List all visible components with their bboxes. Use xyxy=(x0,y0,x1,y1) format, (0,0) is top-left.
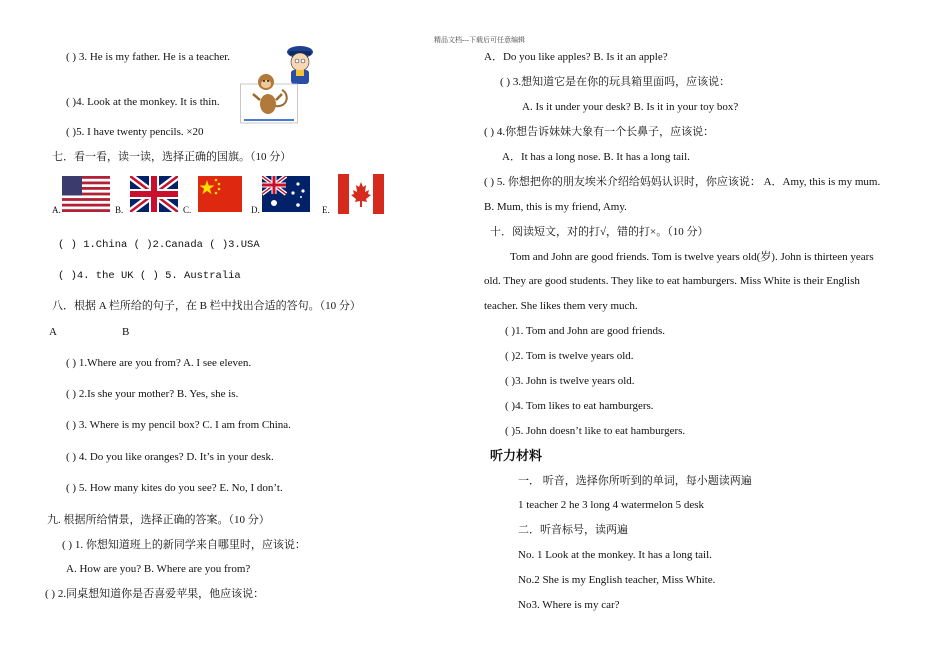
flag-letter-b: B. xyxy=(115,205,124,215)
left-q5: ( )5. I have twenty pencils. ×20 xyxy=(66,126,204,138)
listening-item: No.2 She is my English teacher, Miss White. xyxy=(518,574,716,586)
section-7-title: 七．看一看，读一读，选择正确的国旗。（10 分） xyxy=(52,151,292,163)
listening-part-2: 二．听音标号，读两遍 xyxy=(518,524,628,536)
section-9-title: 九. 根据所给情景，选择正确的答案。（10 分） xyxy=(47,514,270,526)
usa-flag xyxy=(62,176,110,212)
s9-q2-options: A．Do you like apples? B. Is it an apple? xyxy=(484,51,668,63)
listening-item: No3. Where is my car? xyxy=(518,599,620,611)
left-q4: ( )4. Look at the monkey. It is thin. xyxy=(66,96,220,108)
uk-flag xyxy=(130,176,178,212)
s9-q2: ( ) 2.同桌想知道你是否喜爱苹果，他应该说： xyxy=(45,588,265,600)
monkey-picture xyxy=(240,66,298,124)
flag-letter-c: C. xyxy=(183,205,192,215)
section-8-title: 八．根据 A 栏所给的句子，在 B 栏中找出合适的答句。（10 分） xyxy=(52,300,361,312)
match-item: ( ) 2.Is she your mother? B. Yes, she is. xyxy=(66,388,239,400)
tf-item: ( )5. John doesn’t like to eat hamburgers. xyxy=(505,425,686,437)
left-q3: ( ) 3. He is my father. He is a teacher. xyxy=(66,51,231,63)
listening-item: No. 1 Look at the monkey. It has a long tail. xyxy=(518,549,712,561)
s9-q5: ( ) 5. 你想把你的朋友埃米介绍给妈妈认识时，你应该说： A．Amy, this is my mum. xyxy=(484,176,881,188)
match-item: ( ) 4. Do you like oranges? D. It’s in your desk. xyxy=(66,451,274,463)
flag-letter-a: A. xyxy=(52,205,61,215)
tf-item: ( )2. Tom is twelve years old. xyxy=(505,350,634,362)
flag-questions-row-1: ( ) 1.China ( )2.Canada ( )3.USA xyxy=(58,239,260,251)
china-flag xyxy=(198,176,242,212)
passage-line: teacher. She likes them very much. xyxy=(484,300,638,312)
s9-q1: ( ) 1. 你想知道班上的新同学来自哪里时，应该说： xyxy=(62,539,306,551)
australia-flag xyxy=(262,176,310,212)
listening-title: 听力材料 xyxy=(490,448,543,463)
s9-q5-option-b: B. Mum, this is my friend, Amy. xyxy=(484,201,627,213)
s9-q4: ( ) 4.你想告诉妹妹大象有一个长鼻子，应该说： xyxy=(484,126,715,138)
tf-item: ( )3. John is twelve years old. xyxy=(505,375,635,387)
column-a-label: A xyxy=(49,326,57,338)
s9-q3: ( ) 3.想知道它是在你的玩具箱里面吗，应该说： xyxy=(500,76,731,88)
match-item: ( ) 5. How many kites do you see? E. No, I don’t. xyxy=(66,482,283,494)
flag-questions-row-2: ( )4. the UK ( ) 5. Australia xyxy=(58,270,241,282)
match-item: ( ) 3. Where is my pencil box? C. I am from China. xyxy=(66,419,291,431)
section-10-title: 十．阅读短文，对的打√，错的打×。（10 分） xyxy=(490,226,709,238)
match-item: ( ) 1.Where are you from? A. I see eleven. xyxy=(66,357,252,369)
tf-item: ( )1. Tom and John are good friends. xyxy=(505,325,666,337)
flag-letter-e: E. xyxy=(322,205,330,215)
column-b-label: B xyxy=(122,326,130,338)
s9-q3-options: A. Is it under your desk? B. Is it in your toy box? xyxy=(522,101,739,113)
page-header: 精品文档---下载后可任意编辑 xyxy=(434,36,525,44)
tf-item: ( )4. Tom likes to eat hamburgers. xyxy=(505,400,654,412)
flag-letter-d: D. xyxy=(251,205,260,215)
passage-line: Tom and John are good friends. Tom is twelve years old(岁). John is thirteen years xyxy=(510,251,874,263)
listening-words: 1 teacher 2 he 3 long 4 watermelon 5 desk xyxy=(518,499,705,511)
passage-line: old. They are good students. They like to eat hamburgers. Miss White is their English xyxy=(484,275,860,287)
listening-part-1: 一． 听音，选择你所听到的单词，每小题读两遍 xyxy=(518,475,752,487)
canada-flag xyxy=(338,174,384,214)
s9-q4-options: A．It has a long nose. B. It has a long tail. xyxy=(502,151,690,163)
s9-q1-options: A. How are you? B. Where are you from? xyxy=(66,563,251,575)
